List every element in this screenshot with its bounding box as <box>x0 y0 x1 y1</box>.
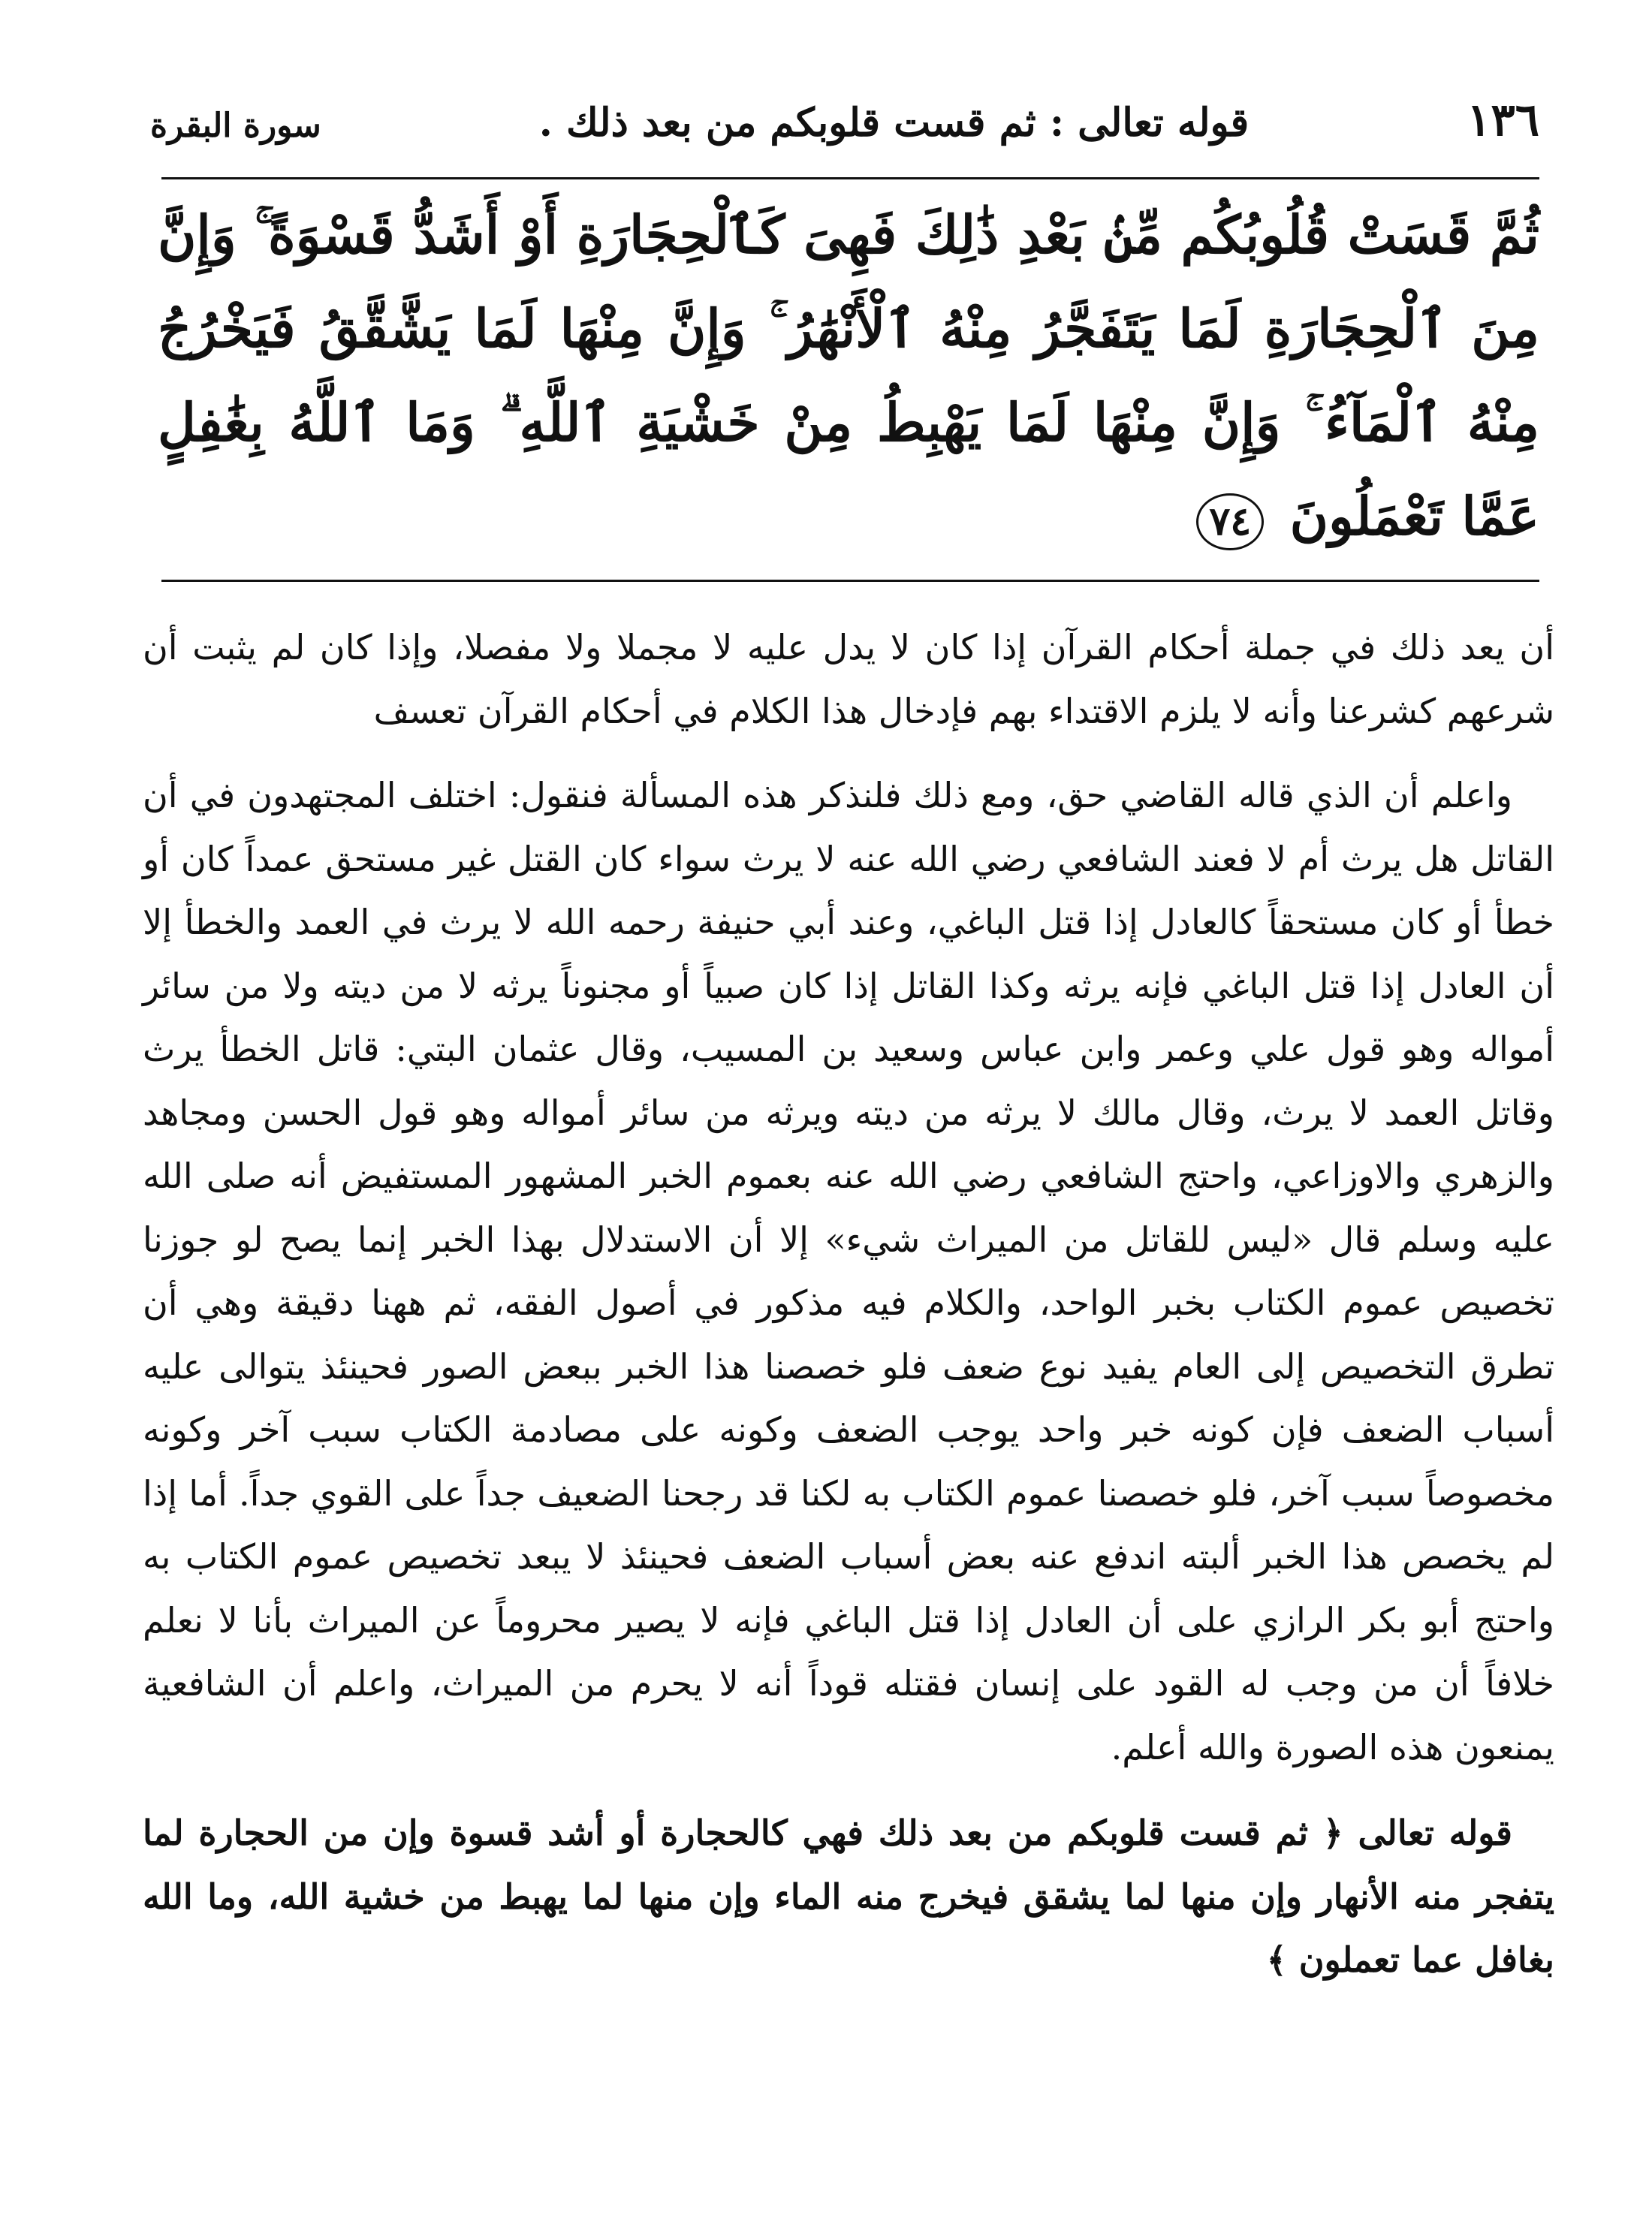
ayah-number-marker: ٧٤ <box>1196 493 1264 550</box>
sura-name: سورة البقرة <box>150 107 321 145</box>
commentary-paragraph: واعلم أن الذي قاله القاضي حق، ومع ذلك فلنذكر هذه المسألة فنقول: اختلف المجتهدون في أن القاتل هل يرث أم لا فعند الشافعي رضي الله عنه لا يرث سواء كان القتل غير مستحق عمداً كان أو خطأ أو كان مستحقاً كالعادل إذا قتل الباغي، وعند أبي حنيفة رحمه الله لا يرث في العمد والخطأ إلا أن العادل إذا قتل الباغي فإنه يرثه وكذا القاتل إذا كان صبياً أو مجنوناً يرثه لا من ديته ولا من سائر أمواله وهو قول علي وعمر وابن عباس وسعيد بن المسيب، وقال عثمان البتي: قاتل الخطأ يرث وقاتل العمد لا يرث، وقال مالك لا يرثه من ديته ويرثه من سائر أمواله وهو قول الحسن ومجاهد والزهري والاوزاعي، واحتج الشافعي رضي الله عنه بعموم الخبر المشهور المستفيض أنه صلى الله عليه وسلم قال «ليس للقاتل من الميراث شيء» إلا أن الاستدلال بهذا الخبر إنما يصح لو جوزنا تخصيص عموم الكتاب بخبر الواحد، والكلام فيه مذكور في أصول الفقه، ثم ههنا دقيقة وهي أن تطرق التخصيص إلى العام يفيد نوع ضعف فلو خصصنا هذا الخبر ببعض الصور فحينئذ يتوالى عليه أسباب الضعف فإن كونه خبر واحد يوجب الضعف وكونه على مصادمة الكتاب سبب آخر وكونه مخصوصاً سبب آخر، فلو خصصنا عموم الكتاب به لكنا قد رجحنا الضعيف جداً على القوي جداً. أما إذا لم يخصص هذا الخبر ألبته اندفع عنه بعض أسباب الضعف فحينئذ لا يبعد تخصيص عموم الكتاب به واحتج أبو بكر الرازي على أن العادل إذا قتل الباغي فإنه لا يصير محروماً عن الميراث بأنا لا نعلم خلافاً أن من وجب له القود على إنسان فقتله قوداً أنه لا يحرم من الميراث، واعلم أن الشافعية يمنعون هذه الصورة والله أعلم. <box>143 775 1554 1767</box>
verse-quote-paragraph: قوله تعالى ﴿ ثم قست قلوبكم من بعد ذلك فهي كالحجارة أو أشد قسوة وإن من الحجارة لما يتفجر منه الأنهار وإن منها لما يشقق فيخرج منه الماء وإن منها لما يهبط من خشية الله، وما الله بغافل عما تعملون ﴾ <box>143 1813 1555 1980</box>
verse-separator-rule <box>161 580 1539 582</box>
commentary-body <box>143 616 1554 1992</box>
page-header <box>150 75 1539 146</box>
commentary-paragraph: أن يعد ذلك في جملة أحكام القرآن إذا كان لا يدل عليه لا مجملا ولا مفصلا، وإذا كان لم يثبت أن شرعهم كشرعنا وأنه لا يلزم الاقتداء بهم فإدخال هذا الكلام في أحكام القرآن تعسف <box>143 627 1554 731</box>
running-title: قوله تعالى : ثم قست قلوبكم من بعد ذلك . <box>538 100 1250 146</box>
quran-verse-text: ثُمَّ قَسَتْ قُلُوبُكُم مِّنۢ بَعْدِ ذَٰلِكَ فَهِىَ كَٱلْحِجَارَةِ أَوْ أَشَدُّ قَسْوَةً ۚ وَإِنَّ مِنَ ٱلْحِجَارَةِ لَمَا يَتَفَجَّرُ مِنْهُ ٱلْأَنْهَٰرُ ۚ وَإِنَّ مِنْهَا لَمَا يَشَّقَّقُ فَيَخْرُجُ مِنْهُ ٱلْمَآءُ ۚ وَإِنَّ مِنْهَا لَمَا يَهْبِطُ مِنْ خَشْيَةِ ٱللَّهِ ۗ وَمَا ٱللَّهُ بِغَٰفِلٍ عَمَّا تَعْمَلُونَ <box>158 203 1539 547</box>
page-number: ١٣٦ <box>1467 94 1539 146</box>
quran-verse-block <box>158 188 1539 563</box>
header-rule <box>161 177 1539 179</box>
